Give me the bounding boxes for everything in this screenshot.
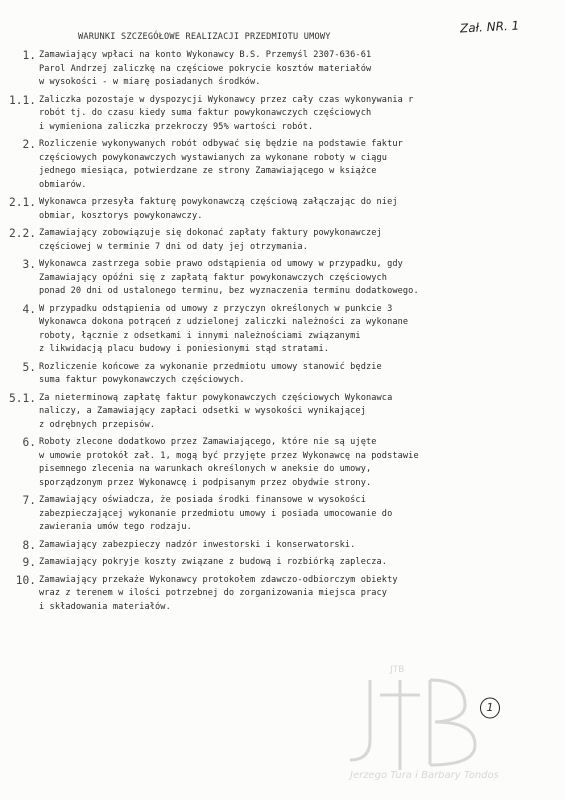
page-mark-number: 1 [486, 701, 494, 714]
list-item [0, 138, 565, 192]
item-number: 1.1. [9, 93, 36, 107]
text-line: Zamawiający wpłaci na konto Wykonawcy B.S. Przemyśl 2307-636-61 [39, 50, 372, 60]
text-line: Wykonawca zastrzega sobie prawo odstąpienia od umowy w przypadku, gdy [39, 259, 403, 269]
list-item [0, 94, 565, 135]
stamp-text: Jerzego Tura i Barbary Tondos [350, 770, 499, 780]
item-text [39, 227, 545, 254]
page-mark [479, 697, 501, 719]
list-item [0, 361, 565, 388]
text-line: Zamawiający oświadcza, że posiada środki finansowe w wysokości [39, 495, 366, 505]
item-text [39, 49, 545, 90]
text-line: robót tj. do czasu kiedy suma faktur powykonawczych częściowych [39, 108, 372, 118]
text-line: Za nieterminową zapłatę faktur powykonawczych częściowych Wykonawca [39, 392, 393, 403]
item-text [39, 303, 545, 357]
text-line: wraz z terenem w ilości potrzebnej do zorganizowania miejsca pracy [39, 588, 388, 598]
text-line: Zamawiający przekaże Wykonawcy protokołem zdawczo-odbiorczym obiekty [39, 574, 398, 585]
text-line: Zaliczka pozostaje w dyspozycji Wykonawcy przez cały czas wykonywania r [39, 94, 414, 105]
item-number: 5.1. [9, 391, 36, 405]
stamp-monogram: JTB [390, 665, 405, 675]
item-number: 6. [22, 436, 36, 449]
list-item [0, 303, 565, 357]
item-text [39, 392, 545, 433]
list-item [0, 574, 565, 615]
item-number: 7. [22, 494, 36, 507]
text-line: suma faktur powykonawczych częściowych. [39, 375, 245, 385]
text-line: pisemnego zlecenia na warunkach określonych w aneksie do umowy, [39, 464, 372, 474]
text-line: częściowych powykonawczych wystawianych za wykonane roboty w ciągu [39, 152, 388, 163]
text-line: z odrębnych przepisów. [39, 419, 156, 430]
conditions-list [0, 49, 565, 618]
item-text [39, 539, 545, 553]
text-line: w wysokości - w miarę posiadanych środków. [39, 77, 261, 87]
item-number: 8. [22, 538, 36, 552]
text-line: roboty, łącznie z odsetkami i innymi należnościami związanymi [39, 330, 361, 341]
list-item [0, 196, 565, 223]
text-line: Zamawiający opóźni się z zapłatą faktur powykonawczych częściowych [39, 272, 388, 283]
list-item [0, 494, 565, 535]
text-line: częściowej w terminie 7 dni od daty jej otrzymania. [39, 241, 308, 252]
item-text [39, 556, 545, 570]
text-line: naliczy, a Zamawiający zapłaci odsetki w wysokości wynikającej [39, 406, 366, 416]
item-text [39, 138, 545, 192]
item-text [39, 258, 545, 299]
list-item [0, 539, 565, 553]
text-line: i składowania materiałów. [39, 601, 171, 612]
item-text [39, 196, 545, 223]
text-line: Parol Andrzej zaliczkę na częściowe pokrycie kosztów materiałów [39, 63, 372, 74]
item-number: 2.1. [9, 196, 36, 209]
item-number: 10. [15, 573, 36, 587]
text-line: ponad 20 dni od ustalonego terminu, bez wyznaczenia terminu dodatkowego. [39, 286, 419, 296]
text-line: z likwidacją placu budowy i poniesionymi stąd stratami. [39, 344, 330, 354]
list-item [0, 258, 565, 299]
text-line: obmiarów. [39, 179, 87, 190]
text-line: Wykonawca dokona potrąceń z udzielonej zaliczki należności za wykonane [39, 317, 409, 327]
text-line: Wykonawca przesyła fakturę powykonawczą częściową załączając do niej [39, 197, 398, 207]
item-number: 2.2. [9, 227, 36, 240]
text-line: W przypadku odstąpienia od umowy z przyczyn określonych w punkcie 3 [39, 303, 393, 314]
item-text [39, 94, 545, 135]
item-text [39, 494, 545, 535]
list-item [0, 227, 565, 254]
text-line: w umowie protokół zał. 1, mogą być przyjęte przez Wykonawcę na podstawie [39, 450, 419, 461]
item-number: 3. [22, 258, 36, 271]
list-item [0, 436, 565, 490]
item-number: 4. [22, 302, 36, 316]
item-text [39, 574, 545, 615]
list-item [0, 556, 565, 570]
document-title: WARUNKI SZCZEGÓŁOWE REALIZACJI PRZEDMIOTU UMOWY [78, 32, 331, 42]
text-line: Rozliczenie końcowe za wykonanie przedmiotu umowy stanowić będzie [39, 361, 382, 372]
list-item [0, 392, 565, 433]
item-text [39, 361, 545, 388]
list-item [0, 49, 565, 90]
text-line: Zamawiający pokryje koszty związane z budową i rozbiórką zaplecza. [39, 557, 388, 567]
text-line: Rozliczenie wykonywanych robót odbywać się będzie na podstawie faktur [39, 139, 403, 149]
text-line: zabezpieczającej wykonanie przedmiotu umowy i posiada umocowanie do [39, 508, 393, 519]
item-number: 2. [22, 138, 36, 151]
item-number: 9. [22, 556, 36, 569]
text-line: Zamawiający zobowiązuje się dokonać zapłaty faktury powykonawczej [39, 228, 382, 238]
text-line: i wymieniona zaliczka przekroczy 95% wartości robót. [39, 121, 314, 132]
item-number: 5. [22, 360, 36, 374]
text-line: Zamawiający zabezpieczy nadzór inwestorski i konserwatorski. [39, 539, 356, 550]
attachment-number: Zał. NR. 1 [459, 18, 520, 36]
item-number: 1. [22, 49, 36, 62]
text-line: jednego miesiąca, potwierdzane ze strony Zamawiającego w książce [39, 166, 377, 176]
text-line: obmiar, kosztorys powykonawczy. [39, 210, 203, 221]
archive-stamp-icon [330, 660, 510, 780]
text-line: Roboty zlecone dodatkowo przez Zamawiającego, które nie są ujęte [39, 437, 377, 447]
text-line: zawierania umów tego rodzaju. [39, 522, 192, 532]
text-line: sporządzonym przez Wykonawcę i podpisanym przez obydwie strony. [39, 477, 372, 488]
item-text [39, 436, 545, 490]
